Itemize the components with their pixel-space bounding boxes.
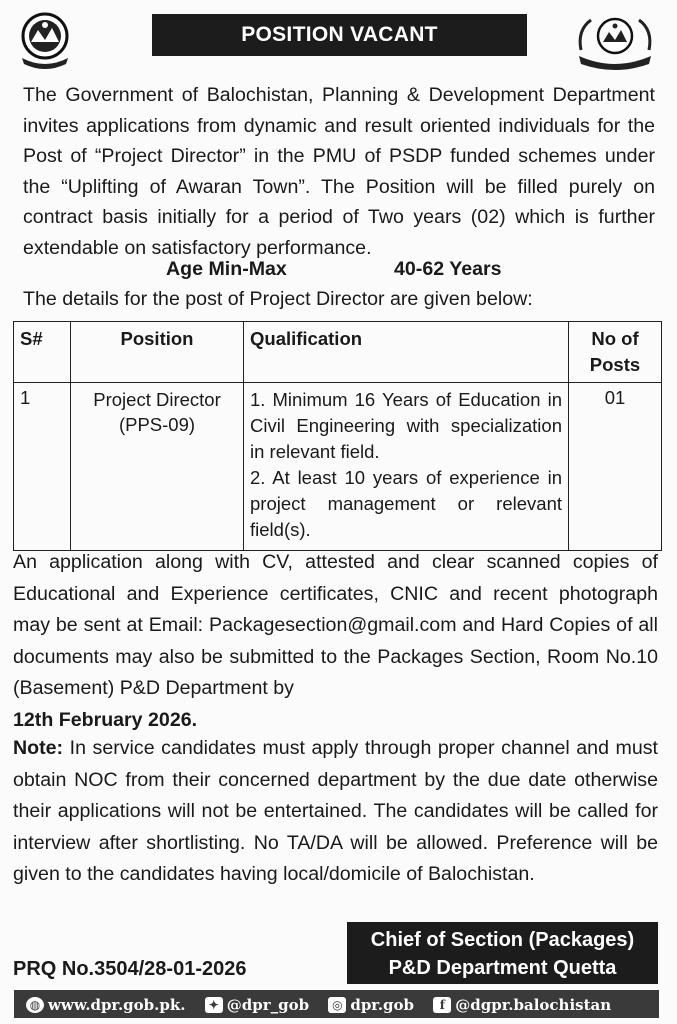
footer-facebook[interactable] (433, 990, 611, 1018)
page-title: POSITION VACANT (152, 14, 527, 56)
qualification-experience: 2. At least 10 years of experience in project management or relevant field(s). (250, 467, 562, 540)
signature-line2: P&D Department Quetta (388, 957, 617, 979)
note-label: Note: (13, 737, 64, 759)
application-paragraph (13, 547, 658, 736)
intro-paragraph: The Government of Balochistan, Planning & Development Department invites applications from dynamic and result oriented individuals for the Post of “Project Director” in the PMU of PSDP funded schemes under the “Uplifting of Awaran Town”. The Position will be filled purely on contract basis initially for a period of Two years (02) which is further extendable on satisfactory performance. (23, 84, 655, 259)
footer-twitter[interactable] (205, 990, 309, 1018)
footer-website[interactable] (26, 990, 185, 1018)
position-scale: (PPS-09) (118, 414, 196, 435)
cell-qualification (244, 383, 569, 551)
cell-position (71, 383, 244, 551)
header-sn: S# (14, 322, 71, 383)
balochistan-govt-emblem-icon (16, 10, 74, 72)
cell-no-of-posts: 01 (569, 383, 662, 551)
instagram-handle: dpr.gob (350, 996, 415, 1014)
qualification-education: 1. Minimum 16 Years of Education in Civil Engineering with specialization in relevant field. (250, 389, 562, 462)
prq-number: PRQ No.3504/28-01-2026 (13, 958, 247, 980)
age-label: Age Min-Max (166, 258, 287, 280)
note-paragraph (13, 733, 658, 891)
position-name: Project Director (93, 389, 221, 410)
positions-table (13, 321, 662, 551)
facebook-handle: @dgpr.balochistan (455, 996, 612, 1014)
details-line: The details for the post of Project Director are given below: (23, 288, 533, 310)
twitter-icon: ✦ (205, 997, 223, 1013)
footer-bar (14, 990, 659, 1018)
note-text: In service candidates must apply through proper channel and must obtain NOC from their concerned department by the due date otherwise their applications will not be entertained. The candidates will be called for interview after shortlisting. No TA/DA will be allowed. Preference will be given to the candidates having local/domicile of Balochistan. (13, 737, 658, 885)
header-qualification: Qualification (244, 322, 569, 383)
signature-line1: Chief of Section (Packages) (370, 929, 635, 951)
header-posts-line1: No of (591, 328, 639, 349)
header-position: Position (71, 322, 244, 383)
deadline-date: 12th February 2026. (13, 708, 198, 731)
balochistan-govt-seal-icon (571, 10, 659, 72)
header-posts-line2: Posts (589, 354, 641, 375)
globe-icon: ◍ (26, 997, 44, 1013)
website-text: www.dpr.gob.pk. (48, 996, 186, 1014)
age-value: 40-62 Years (394, 258, 502, 280)
instagram-icon: ◎ (328, 997, 346, 1013)
signature-block (347, 922, 658, 984)
cell-sn: 1 (14, 383, 71, 551)
footer-instagram[interactable] (328, 990, 414, 1018)
twitter-handle: @dpr_gob (226, 996, 310, 1014)
table-row (14, 383, 662, 551)
facebook-icon: f (433, 997, 451, 1013)
header-no-of-posts (569, 322, 662, 383)
table-header-row (14, 322, 662, 383)
application-text: An application along with CV, attested and clear scanned copies of Educational and Experience certificates, CNIC and recent photograph may be sent at Email: Packagesection@gmail.com and Hard Copies of all documents may also be submitted to the Packages Section, Room No.10 (Basement) P&D Department by (13, 551, 658, 699)
